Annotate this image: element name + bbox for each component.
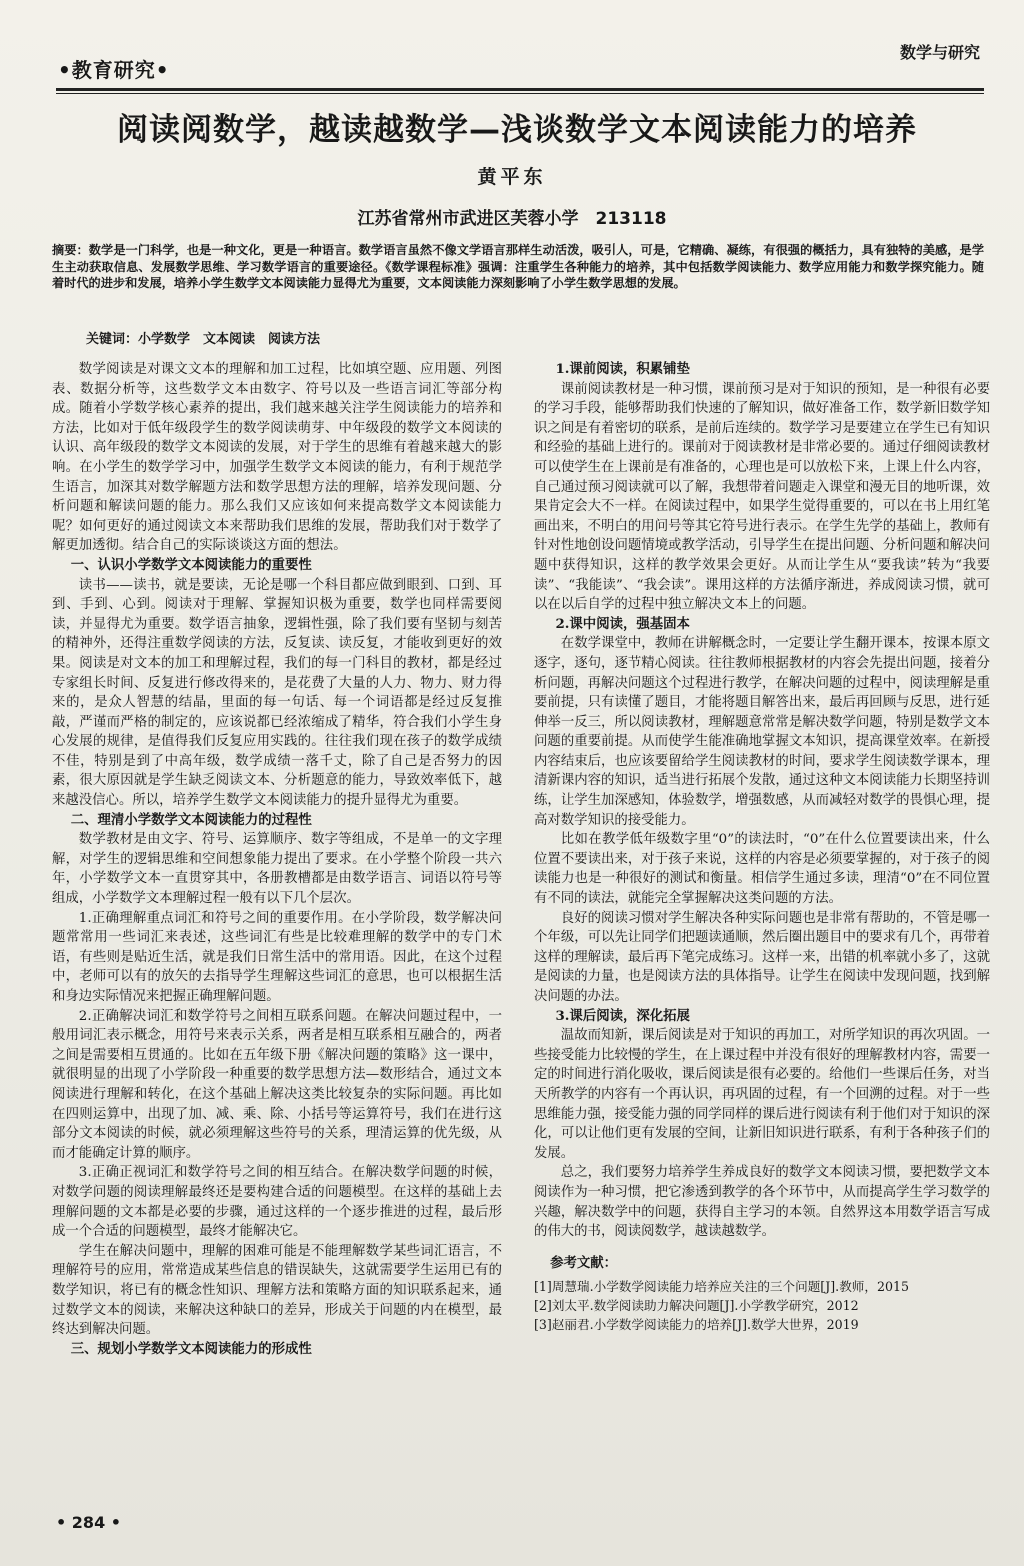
reference-item: [2]刘太平.数学阅读助力解决问题[J].小学教学研究，2012 xyxy=(534,1298,859,1314)
paragraph: 数学阅读是对课文文本的理解和加工过程，比如填空题、应用题、列图表、数据分析等，这些数学文本由数字、符号以及一些语言词汇等部分构成。随着小学数学核心素养的提出，我们越来越关注学生阅读能力的培养和方法，比如对于低年级段学生的数学阅读萌芽、中年级段的数学文本阅读的认识、高年级段的数学文本阅读的发展，对于学生的思维有着越来越大的影响。在小学生的数学学习中，加强学生数学文本阅读的能力，有利于规范学生语言，加深其对数学解题方法和数学思想方法的理解，培养发现问题、分析问题和解读问题的能力。那么我们又应该如何来提高数学文本阅读能力呢？如何更好的通过阅读文本来帮助我们思维的发展，帮助我们对于数学了解更加透彻。结合自己的实际谈谈这方面的想法。 xyxy=(52,362,502,554)
page-number: • 284 • xyxy=(56,1513,121,1532)
paragraph: 总之，我们要努力培养学生养成良好的数学文本阅读习惯，要把数学文本阅读作为一种习惯，把它渗透到教学的各个环节中，从而提高学生学习数学的兴趣，解决数学中的问题，获得自主学习的本领。自然界这本用数学语言写成的伟大的书，阅读阅数学，越读越数学。 xyxy=(534,1165,990,1240)
reference-item: [1]周慧瑞.小学数学阅读能力培养应关注的三个问题[J].教师，2015 xyxy=(534,1279,910,1295)
abstract-label: 摘要： xyxy=(52,243,89,257)
section-tag: •教育研究• xyxy=(58,58,170,82)
paragraph: 2.正确解决词汇和数学符号之间相互联系问题。在解决问题过程中，一般用词汇表示概念，用符号来表示关系，两者是相互联系相互融合的，两者之间是需要相互贯通的。比如在五年级下册《解决问题的策略》这一课中，就很明显的出现了小学阶段一种重要的数学思想方法—数形结合，通过文本阅读进行理解和转化，在这个基础上解决这类比较复杂的实际问题。再比如在四则运算中，出现了加、减、乘、除、小括号等运算符号，我们在进行这部分文本阅读的时候，就必须理解这些符号的关系，理清运算的优先级，从而才能确定计算的顺序。 xyxy=(52,1008,502,1161)
header-rule-thin xyxy=(56,93,984,94)
paragraph: 1.正确理解重点词汇和符号之间的重要作用。在小学阶段，数学解决问题常常用一些词汇来表述，这些词汇有些是比较难理解的数学中的专门术语，有些则是贴近生活，就是我们日常生活中的常用语。因此，在这个过程中，老师可以有的放矢的去指导学生理解这些词汇的意思，也可以根据生活和身边实际情况来把握正确理解问题。 xyxy=(52,910,502,1004)
section-heading: 三、规划小学数学文本阅读能力的形成性 xyxy=(70,1341,312,1357)
keywords: 关键词：小学数学 文本阅读 阅读方法 xyxy=(86,332,321,347)
left-column xyxy=(52,360,502,1359)
paragraph: 数学教材是由文字、符号、运算顺序、数字等组成，不是单一的文字理解，对学生的逻辑思维和空间想象能力提出了要求。在小学整个阶段一共六年，小学数学文本一直贯穿其中，各册教槽都是由数学语言、词语以符号等组成，小学数学文本理解过程一般有以下几个层次。 xyxy=(52,832,502,907)
subsection-heading: 3.课后阅读，深化拓展 xyxy=(555,1007,690,1024)
article-affiliation: 江苏省常州市武进区芙蓉小学 213118 xyxy=(357,209,667,229)
paragraph: 3.正确正视词汇和数学符号之间的相互结合。在解决数学问题的时候，对数学问题的阅读理解最终还是要构建合适的问题模型。在这样的基础上去理解问题的文本都是必要的步骤，通过这样的一个逐步推进的过程，最后形成一个合适的问题模型，最终才能解决它。 xyxy=(52,1165,502,1240)
references-heading: 参考文献： xyxy=(550,1255,618,1271)
paragraph: 学生在解决问题中，理解的困难可能是不能理解数学某些词汇语言，不理解符号的应用，常常造成某些信息的错误缺失，这就需要学生运用已有的数学知识，将已有的概念性知识、理解方法和策略方面的知识联系起来，通过数学文本的阅读，来解决这种缺口的差异，形成关于问题的内在模型，最终达到解决问题。 xyxy=(52,1243,502,1338)
journal-name: 数学与研究 xyxy=(899,43,980,62)
paragraph: 读书——读书，就是要读，无论是哪一个科目都应做到眼到、口到、耳到、手到、心到。阅读对于理解、掌握知识极为重要，数学也同样需要阅读，并显得尤为重要。数学语言抽象，逻辑性强，除了我们要有坚韧与刻苦的精神外，还得注重数学阅读的方法，反复读、读反复，才能收到更好的效果。阅读是对文本的加工和理解过程，我们的每一门科目的教材，都是经过专家组长时间、反复进行修改得来的，是花费了大量的人力、物力、财力得来的，是众人智慧的结晶，里面的每一句话、每一个词语都是经过反复推敲，严谨而严格的制定的，应该说都已经浓缩成了精华，符合我们小学生身心发展的规律，是值得我们反复应用实践的。往往我们现在孩子的数学成绩不佳，特别是到了中高年级，数学成绩一落千丈，除了自己是否努力的因素，很大原因就是学生缺乏阅读文本、分析题意的能力，导致效率低下，越来越没信心。所以，培养学生数学文本阅读能力的提升显得尤为重要。 xyxy=(52,577,502,809)
paragraph: 课前阅读教材是一种习惯，课前预习是对于知识的预知，是一种很有必要的学习手段，能够帮助我们快速的了解知识，做好准备工作，数学新旧数学知识之间是有着密切的联系，是前后连续的。数学学习是要建立在学生已有知识和经验的基础上进行的。课前对于阅读教材是非常必要的。通过仔细阅读教材可以使学生在上课前是有准备的，心理也是可以放松下来，上课上什么内容，自己通过预习阅读就可以了解，我想带着问题走入课堂和漫无目的地听课，效果肯定会大不一样。在阅读过程中，如果学生觉得重要的，可以在书上用红笔画出来，不明白的用问号等其它符号进行表示。在学生先学的基础上，教师有针对性地创设问题情境或教学活动，引导学生在提出问题、分析问题和解决问题中获得知识，这样的教学效果会更好。从而让学生从“要我读”转为“我要读”、“我能读”、“我会读”。课用这样的方法循序渐进，养成阅读习惯，就可以在以后自学的过程中独立解决文本上的问题。 xyxy=(534,381,990,613)
abstract-text: 数学是一门科学，也是一种文化，更是一种语言。数学语言虽然不像文学语言那样生动活泼，吸引人，可是，它精确、凝练，有很强的概括力，具有独特的美感，是学生主动获取信息、发展数学思维、学习数学语言的重要途径。《数学课程标准》强调：注重学生各种能力的培养，其中包括数学阅读能力、数学应用能力和数学探究能力。随着时代的进步和发展，培养小学生数学文本阅读能力显得尤为重要，文本阅读能力深刻影响了小学生数学思想的发展。 xyxy=(52,243,985,290)
subsection-heading: 1.课前阅读，积累铺垫 xyxy=(555,361,690,377)
section-heading: 一、认识小学数学文本阅读能力的重要性 xyxy=(70,557,312,573)
article-author: 黄平东 xyxy=(477,166,547,188)
paragraph: 良好的阅读习惯对学生解决各种实际问题也是非常有帮助的，不管是哪一个年级，可以先让同学们把题读通顺，然后圈出题目中的要求有几个，再带着这样的理解读，最后再下笔完成练习。这样一来，出错的机率就小多了，这就是阅读的力量，也是阅读方法的具体指导。让学生在阅读中发现问题，找到解决问题的办法。 xyxy=(534,910,990,1004)
header-rule xyxy=(56,88,984,91)
subsection-heading: 2.课中阅读，强基固本 xyxy=(555,615,690,632)
paragraph: 比如在教学低年级数字里“0”的读法时，“0”在什么位置要读出来，什么位置不要读出来，对于孩子来说，这样的内容是必须要掌握的，对于孩子的阅读能力也是一种很好的测试和衡量。相信学生通过多读，理清“0”在不同位置有不同的读法，就能完全掌握解决这类问题的方法。 xyxy=(534,832,990,907)
right-column xyxy=(534,360,990,1334)
article-title: 阅读阅数学，越读越数学—浅谈数学文本阅读能力的培养 xyxy=(117,112,917,148)
paragraph: 温故而知新，课后阅读是对于知识的再加工，对所学知识的再次巩固。一些接受能力比较慢的学生，在上课过程中并没有很好的理解教材内容，需要一定的时间进行消化吸收，课后阅读是很有必要的。给他们一些课后任务，对当天所教学的内容有一个再认识，再巩固的过程，有一个回溯的过程。对于一些思维能力强，接受能力强的同学同样的课后进行阅读有利于他们对于知识的深化，可以让他们更有发展的空间，让新旧知识进行联系，有利于各种孩子们的发展。 xyxy=(534,1028,990,1161)
section-heading: 二、理清小学数学文本阅读能力的过程性 xyxy=(70,812,312,828)
paragraph: 在数学课堂中，教师在讲解概念时，一定要让学生翻开课本，按课本原文逐字，逐句，逐节精心阅读。往往教师根据教材的内容会先提出问题，接着分析问题，再解决问题这个过程进行教学，在解决问题的过程中，阅读理解是重要前提，只有读懂了题目，才能将题目解答出来，最后再回顾与反思，进行延伸举一反三，所以阅读教材，理解题意常常是解决数学问题，特别是数学文本问题的重要前提。从而使学生能准确地掌握文本知识，提高课堂效率。在新授内容结束后，也应该要留给学生阅读教材的时间，要求学生阅读数学课本，理清新课内容的知识，适当进行拓展个发散，通过这种文本阅读能力长期坚持训练，让学生加深感知，体验数学，增强数感，从而减轻对数学的畏惧心理，提高对数学知识的接受能力。 xyxy=(534,636,990,828)
reference-item: [3]赵丽君.小学数学阅读能力的培养[J].数学大世界，2019 xyxy=(534,1317,859,1333)
abstract xyxy=(52,242,984,292)
